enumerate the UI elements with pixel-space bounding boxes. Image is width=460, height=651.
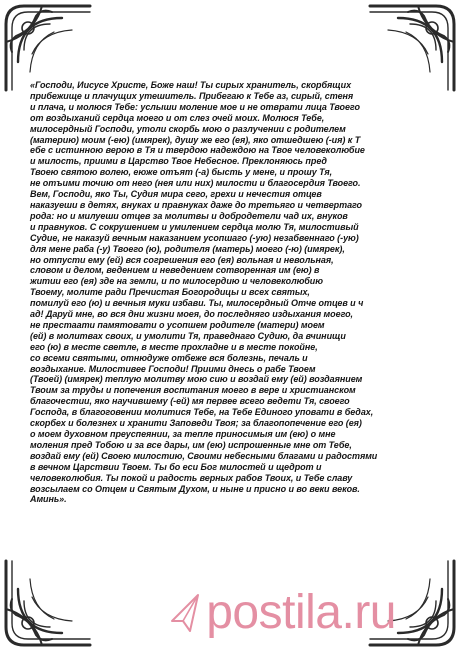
- celtic-knot-icon: [2, 2, 92, 92]
- corner-ornament-top-left: [2, 2, 92, 92]
- watermark-text: postila.ru: [206, 586, 396, 639]
- watermark: [170, 586, 396, 639]
- prayer-text: «Господи, Иисусе Христе, Боже наш! Ты сирых хранитель, скорбящих прибежище и плачущих утешитель. Прибегаю к Тебе аз, сирый, стеня и плача, и молюся Тебе: услыши моление мое и не отврати лица Твоего от воздыханий сердца моего и от слез очей моих. Молюся Тебе, милосердный Господи, утоли скорбь мою о разлучении с родителем (материю) моим (-ею) (имярек), душу же его (ея), яко отшедшею (-ия) к Т ебе с истинною верою в Тя и твердою надеждою на Твое человеколюбие и милость, приими в Царство Твое Небесное. Преклоняюсь пред Твоею святою волею, еюже отъят (-а) бысть у мене, и прошу Тя, не отъими точию от него (нея или них) милости и благоcердия Твоего. Вем, Господи, яко Ты, Судия мира сего, грехи и нечестия отцев наказуеши в детях, внуках и правнуках даже до третьяго и четвертаго рода: но и милуеши отцев за молитвы и добродетели чад их, внуков и правнуков. С сокрушением и умилением сердца молю Тя, милостивый Судие, не наказуй вечным наказанием усопшаго (-ую) незабвеннаго (-ую) для мене раба (-у) Твоего (ю), родителя (матерь) моего (-ю) (имярек), но отпусти ему (ей) вся согрешения его (ея) вольная и невольная, словом и делом, ведением и неведением сотворенная им (ею) в житии его (ея) зде на земли, и по милосердию и человеколюбию Твоему, молите ради Пречистая Богородицы и всех святых, помилуй его (ю) и вечныя муки избави. Ты, милосердный Отче отцев и ч ад! Даруй мне, во вся дни жизни моея, до последняго издыхания моего, не престаати памятовати о усопшем родителе (матери) моем (ей) в молитвах своих, и умолити Тя, праведнаго Судию, да вчинищи его (ю) в месте светле, в месте прохладне и в месте покойне, со всеми святыми, отнюдуже отбеже вся болезнь, печаль и воздыхание. Милостивее Господи! Приими днесь о рабе Твоем (Твоей) (имярек) теплую молитву мою сию и воздай ему (ей) воздаянием Твоим за труды и попечения воспитания моего в вере и христианском благочестии, яко научившему (-ей) мя первее всего ведети Тя, своего Господа, в благоговении молитися Тебе, на Тебе Единого уповати в бедах, скорбех и болезнех и хранити Заповеди Твоя; за благопопечение его (ея) о моем духовном преуспеянии, за тепле приносимыя им (ею) о мне моления пред Тобою и за все дары, им (ею) испрошенные мне от Тебе, воздай ему (ей) Своею милостию, Своими небесными благами и радостями в вечном Царствии Твоем. Ты бо еси Бог милостей и щедрот и человеколюбия. Ты покой и радость верных рабов Твоих, и Тебе славу возсылаем со Отцем и Святым Духом, и ныне и присно и во веки веков. Аминь».: [30, 80, 378, 505]
- celtic-knot-icon: [2, 559, 92, 649]
- paper-plane-icon: [170, 591, 200, 637]
- corner-ornament-top-right: [368, 2, 458, 92]
- corner-ornament-bottom-left: [2, 559, 92, 649]
- celtic-knot-icon: [368, 2, 458, 92]
